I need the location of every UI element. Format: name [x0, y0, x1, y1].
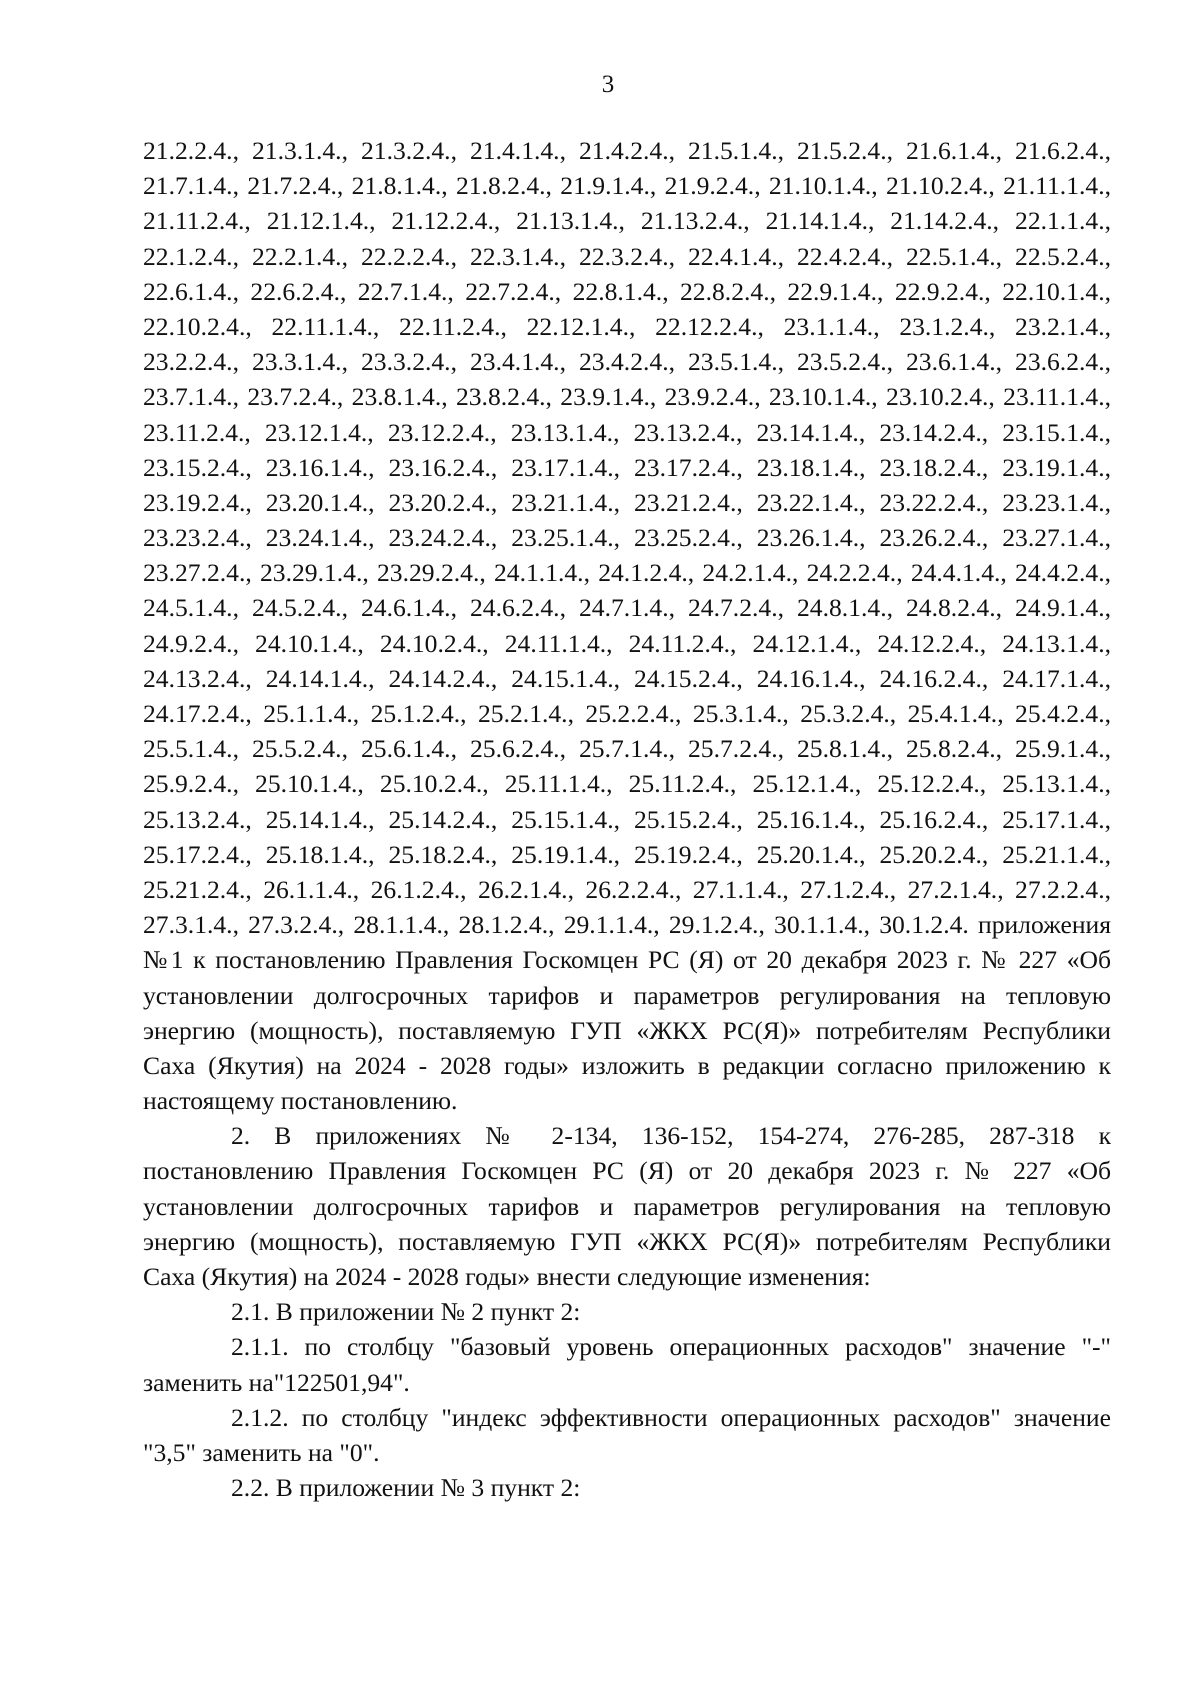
code-list-line: 23.15.2.4., 23.16.1.4., 23.16.2.4., 23.17.1.4., 23.17.2.4., 23.18.1.4., 23.18.2.4., 23.19.1.4., [143, 452, 1111, 482]
code-list-line: 24.9.2.4., 24.10.1.4., 24.10.2.4., 24.11.1.4., 24.11.2.4., 24.12.1.4., 24.12.2.4., 24.13.1.4., [143, 628, 1111, 658]
code-list-line: 25.5.1.4., 25.5.2.4., 25.6.1.4., 25.6.2.4., 25.7.1.4., 25.7.2.4., 25.8.1.4., 25.8.2.4., 25.9.1.4., [143, 734, 1111, 764]
code-list-line: 23.2.2.4., 23.3.1.4., 23.3.2.4., 23.4.1.4., 23.4.2.4., 23.5.1.4., 23.5.2.4., 23.6.1.4., 23.6.2.4., [143, 347, 1111, 377]
code-list-line: 22.1.2.4., 22.2.1.4., 22.2.2.4., 22.3.1.4., 22.3.2.4., 22.4.1.4., 22.4.2.4., 22.5.1.4., 22.5.2.4., [143, 241, 1111, 271]
code-list-line: 25.9.2.4., 25.10.1.4., 25.10.2.4., 25.11.1.4., 25.11.2.4., 25.12.1.4., 25.12.2.4., 25.13.1.4., [143, 769, 1111, 799]
paragraph-line: энергию (мощность), поставляемую ГУП «ЖКХ РС(Я)» потребителям Республики [143, 1226, 1111, 1256]
paragraph-line: 2. В приложениях № 2-134, 136-152, 154-274, 276-285, 287-318 к [231, 1121, 1111, 1151]
code-list-line: 25.21.2.4., 26.1.1.4., 26.1.2.4., 26.2.1.4., 26.2.2.4., 27.1.1.4., 27.1.2.4., 27.2.1.4., 27.2.2.4., [143, 874, 1111, 904]
code-list-line: 22.6.1.4., 22.6.2.4., 22.7.1.4., 22.7.2.4., 22.8.1.4., 22.8.2.4., 22.9.1.4., 22.9.2.4., 22.10.1.4., [143, 276, 1111, 306]
paragraph-1-continuation [143, 942, 1111, 1118]
code-list-line: 24.17.2.4., 25.1.1.4., 25.1.2.4., 25.2.1.4., 25.2.2.4., 25.3.1.4., 25.3.2.4., 25.4.1.4., 25.4.2.4., [143, 699, 1111, 728]
code-list-line: 23.7.1.4., 23.7.2.4., 23.8.1.4., 23.8.2.4., 23.9.1.4., 23.9.2.4., 23.10.1.4., 23.10.2.4., 23.11.1.4., [143, 382, 1111, 412]
code-list-line: 23.11.2.4., 23.12.1.4., 23.12.2.4., 23.13.1.4., 23.13.2.4., 23.14.1.4., 23.14.2.4., 23.15.1.4., [143, 417, 1111, 447]
code-list-line: 25.13.2.4., 25.14.1.4., 25.14.2.4., 25.15.1.4., 25.15.2.4., 25.16.1.4., 25.16.2.4., 25.17.1.4., [143, 804, 1111, 834]
paragraph-line: установлении долгосрочных тарифов и параметров регулирования на тепловую [143, 980, 1111, 1010]
paragraph-line: установлении долгосрочных тарифов и параметров регулирования на тепловую [143, 1191, 1111, 1221]
paragraph-line: 2.1.2. по столбцу "индекс эффективности операционных расходов" значение [231, 1402, 1111, 1432]
paragraph-line: 2.1.1. по столбцу "базовый уровень операционных расходов" значение "-" [231, 1332, 1111, 1362]
paragraph-line: постановлению Правления Госкомцен РС (Я) от 20 декабря 2023 г. № 227 «Об [143, 1156, 1111, 1186]
code-list-line: 23.27.2.4., 23.29.1.4., 23.29.2.4., 24.1.1.4., 24.1.2.4., 24.2.1.4., 24.2.2.4., 24.4.1.4., 24.4.2.4., [143, 558, 1111, 588]
paragraph-line: №1 к постановлению Правления Госкомцен РС (Я) от 20 декабря 2023 г. № 227 «Об [143, 945, 1111, 975]
code-list-line: 27.3.1.4., 27.3.2.4., 28.1.1.4., 28.1.2.4., 29.1.1.4., 29.1.2.4., 30.1.1.4., 30.1.2.4. приложения [143, 910, 1111, 940]
paragraph-line: Саха (Якутия) на 2024 - 2028 годы» внести следующие изменения: [143, 1262, 871, 1291]
code-list-line: 23.23.2.4., 23.24.1.4., 23.24.2.4., 23.25.1.4., 23.25.2.4., 23.26.1.4., 23.26.2.4., 23.27.1.4., [143, 523, 1111, 553]
code-list-line: 22.10.2.4., 22.11.1.4., 22.11.2.4., 22.12.1.4., 22.12.2.4., 23.1.1.4., 23.1.2.4., 23.2.1.4., [143, 311, 1111, 341]
paragraph-line: заменить на"122501,94". [143, 1367, 410, 1397]
page-number: 3 [601, 71, 615, 98]
paragraph-line: "3,5" заменить на "0". [143, 1437, 380, 1467]
paragraph-line: Саха (Якутия) на 2024 - 2028 годы» изложить в редакции согласно приложению к [143, 1050, 1111, 1080]
code-list-line: 24.13.2.4., 24.14.1.4., 24.14.2.4., 24.15.1.4., 24.15.2.4., 24.16.1.4., 24.16.2.4., 24.17.1.4., [143, 663, 1111, 693]
code-list-line: 21.11.2.4., 21.12.1.4., 21.12.2.4., 21.13.1.4., 21.13.2.4., 21.14.1.4., 21.14.2.4., 22.1.1.4., [143, 206, 1111, 236]
paragraph-line: энергию (мощность), поставляемую ГУП «ЖКХ РС(Я)» потребителям Республики [143, 1015, 1111, 1045]
code-list-line: 21.7.1.4., 21.7.2.4., 21.8.1.4., 21.8.2.4., 21.9.1.4., 21.9.2.4., 21.10.1.4., 21.10.2.4., 21.11.1.4., [143, 171, 1111, 201]
item-2-1 [143, 1294, 1111, 1329]
code-list-line: 21.2.2.4., 21.3.1.4., 21.3.2.4., 21.4.1.4., 21.4.2.4., 21.5.1.4., 21.5.2.4., 21.6.1.4., 21.6.2.4., [143, 136, 1111, 165]
item-heading: 2.1. В приложении № 2 пункт 2: [231, 1297, 581, 1327]
item-2-2 [143, 1470, 1111, 1505]
item-2-1-2 [143, 1400, 1111, 1470]
code-list [143, 133, 1111, 942]
item-heading: 2.2. В приложении № 3 пункт 2: [231, 1473, 581, 1503]
item-2-1-1 [143, 1329, 1111, 1399]
paragraph-line: настоящему постановлению. [143, 1086, 458, 1116]
code-list-line: 25.17.2.4., 25.18.1.4., 25.18.2.4., 25.19.1.4., 25.19.2.4., 25.20.1.4., 25.20.2.4., 25.21.1.4., [143, 839, 1111, 869]
document-body [143, 133, 1111, 1505]
code-list-line: 24.5.1.4., 24.5.2.4., 24.6.1.4., 24.6.2.4., 24.7.1.4., 24.7.2.4., 24.8.1.4., 24.8.2.4., 24.9.1.4., [143, 593, 1111, 623]
paragraph-2 [143, 1118, 1111, 1294]
code-list-line: 23.19.2.4., 23.20.1.4., 23.20.2.4., 23.21.1.4., 23.21.2.4., 23.22.1.4., 23.22.2.4., 23.23.1.4., [143, 487, 1111, 517]
